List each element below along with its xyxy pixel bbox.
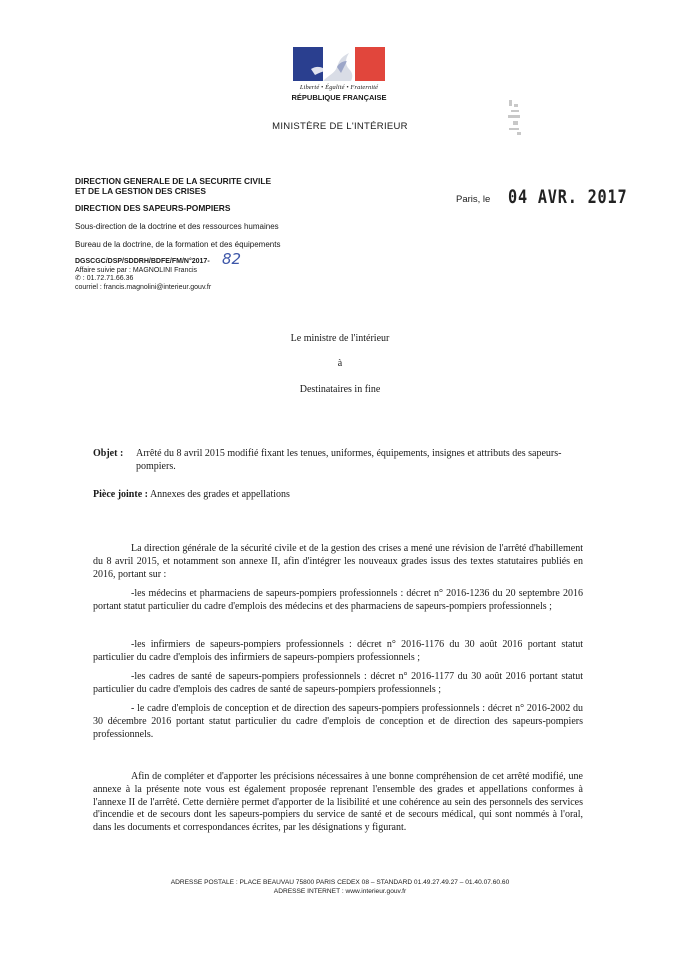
- footer: [0, 878, 680, 896]
- piece-jointe-text: Annexes des grades et appellations: [149, 489, 290, 500]
- phone-number: ✆ : 01.72.71.66.36: [75, 275, 134, 282]
- bureau: Bureau de la doctrine, de la formation et des équipements: [75, 240, 281, 249]
- recipients: Destinataires in fine: [299, 384, 381, 395]
- piece-jointe-label: Pièce jointe :: [93, 489, 148, 500]
- addressing-to-word: à: [337, 358, 343, 369]
- marianne-logo: [293, 47, 385, 81]
- direction-generale: [75, 176, 271, 196]
- affaire-suivie: Affaire suivie par : MAGNOLINI Francis: [75, 266, 198, 274]
- footer-postal-address: ADRESSE POSTALE : PLACE BEAUVAU 75800 PARIS CEDEX 08 – STANDARD 01.49.27.49.27 – 01.40.07.60.60: [170, 879, 510, 886]
- republic-name: RÉPUBLIQUE FRANÇAISE: [291, 93, 387, 102]
- body-paragraph-2: -les médecins et pharmaciens de sapeurs-pompiers professionnels : décret n° 2016-1236 du 20 septembre 2016 portant statut particulier du cadre d'emplois des médecins et des pharmaciens de sapeurs-pompiers professionnels ;: [93, 588, 583, 612]
- direction-line-2: ET DE LA GESTION DES CRISES: [75, 186, 206, 196]
- body-paragraph-1: La direction générale de la sécurité civile et de la gestion des crises a mené une révision de l'arrêté d'habillement du 8 avril 2015, et notamment son annexe II, afin d'intégrer les nouveaux grades issus des textes statutaires publiés en 2016, portant sur :: [93, 543, 583, 580]
- email-address: courriel : francis.magnolini@interieur.gouv.fr: [75, 283, 212, 291]
- reference-block: [75, 258, 211, 292]
- reference-number: DGSCGC/DSP/SDDRH/BDFE/FM/N°2017-: [75, 258, 210, 265]
- ministry-name: MINISTÈRE DE L'INTÉRIEUR: [272, 121, 408, 132]
- handwritten-reference: 82: [222, 250, 242, 268]
- body-paragraph-3: -les infirmiers de sapeurs-pompiers professionnels : décret n° 2016-1176 du 30 août 2016 portant statut particulier du cadre d'emplois des infirmiers de sapeurs-pompiers professionnels ;: [93, 639, 583, 663]
- sender-title: Le ministre de l'intérieur: [290, 333, 390, 344]
- body-paragraph-4: -les cadres de santé de sapeurs-pompiers professionnels : décret n° 2016-1177 du 30 août 2016 portant statut particulier du cadre d'emplois des cadres de santé de sapeurs-pompiers professionnels ;: [93, 671, 583, 695]
- body-paragraph-5: - le cadre d'emplois de conception et de direction des sapeurs-pompiers professionnels : décret n° 2016-2002 du 30 décembre 2016 portant statut particulier du cadre d'emplois de conception et de direction des sapeurs-pompiers professionnels.: [93, 703, 583, 740]
- direction-sapeurs-pompiers: DIRECTION DES SAPEURS-POMPIERS: [75, 203, 231, 213]
- republic-motto: Liberté • Égalité • Fraternité: [299, 84, 379, 91]
- date-stamp: 04 AVR. 2017: [508, 186, 628, 208]
- objet-text: Arrêté du 8 avril 2015 modifié fixant les tenues, uniformes, équipements, insignes et attributs des sapeurs-pompiers.: [136, 448, 562, 472]
- sous-direction: Sous-direction de la doctrine et des ressources humaines: [75, 222, 279, 231]
- body-paragraph-6: Afin de compléter et d'apporter les précisions nécessaires à une bonne compréhension de cet arrêté modifié, une annexe à la présente note vous est également proposée reprenant l'ensemble des grades et appellations conformes à l'annexe II de l'arrêté. Cette dernière permet d'apporter de la lisibilité et une cohérence au sein des personnels des services d'incendie et de secours dont les sapeurs-pompiers du service de santé et de secours médical, qui sont nommés à l'oral, dans les documents et correspondances écrites, par les désignations y figurant.: [93, 771, 583, 834]
- piece-jointe: [93, 489, 290, 500]
- footer-website: ADRESSE INTERNET : www.interieur.gouv.fr: [273, 888, 407, 895]
- objet-label: Objet :: [93, 448, 124, 459]
- faint-stamp-mark: [505, 98, 527, 138]
- direction-line-1: DIRECTION GENERALE DE LA SECURITE CIVILE: [75, 176, 272, 186]
- date-label: Paris, le: [456, 194, 491, 205]
